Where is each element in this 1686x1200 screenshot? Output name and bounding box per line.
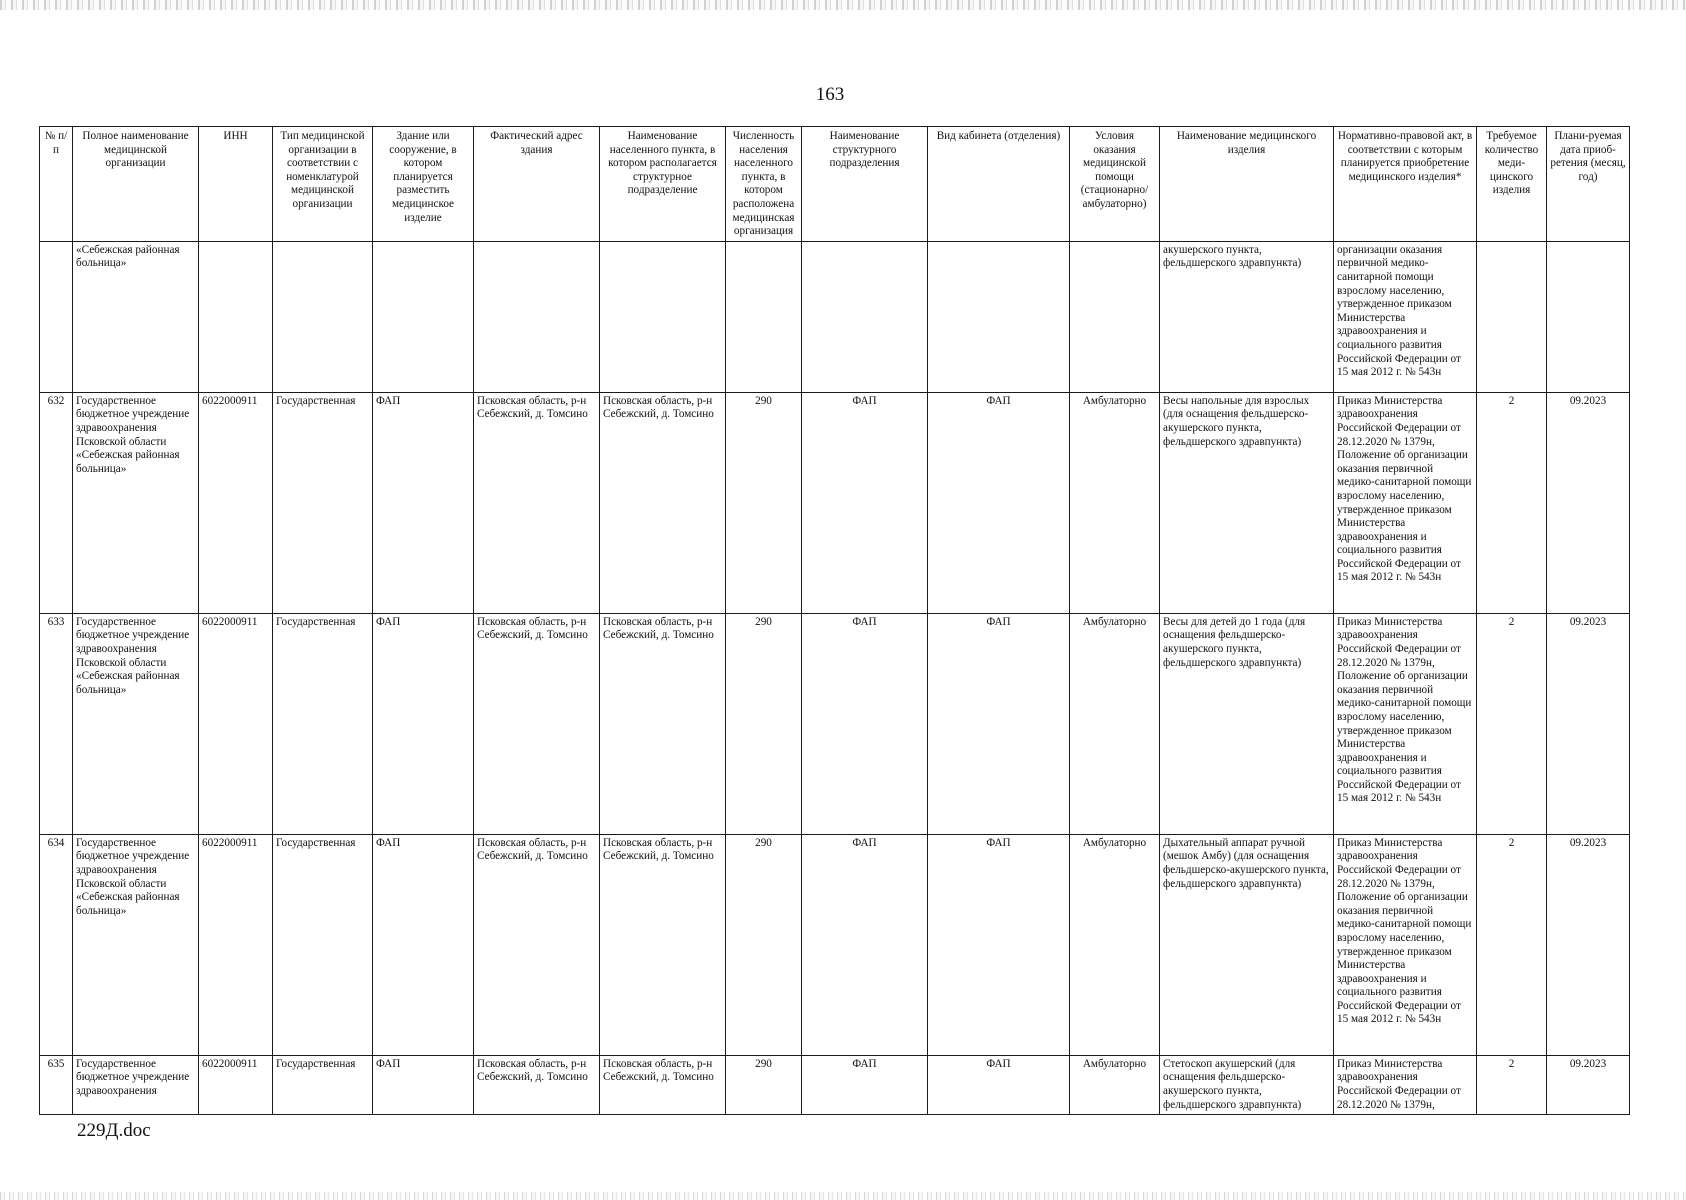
cell-building: ФАП xyxy=(373,613,474,834)
cell-quantity xyxy=(1477,241,1547,392)
cell-subdivision xyxy=(802,241,928,392)
page-number: 163 xyxy=(815,84,845,105)
header-date: Плани-руемая дата приоб-ретения (месяц, год) xyxy=(1547,127,1630,242)
table-row xyxy=(40,392,1630,613)
cell-inn: 6022000911 xyxy=(199,613,273,834)
cell-org: «Себежская районная больница» xyxy=(73,241,199,392)
cell-cabinet: ФАП xyxy=(928,1055,1070,1114)
scan-edge-bottom xyxy=(0,1192,1686,1200)
header-cabinet: Вид кабинета (отделения) xyxy=(928,127,1070,242)
cell-type: Государственная xyxy=(273,834,373,1055)
cell-population: 290 xyxy=(726,834,802,1055)
cell-cabinet: ФАП xyxy=(928,834,1070,1055)
cell-num: 633 xyxy=(40,613,73,834)
cell-population: 290 xyxy=(726,1055,802,1114)
cell-num: 635 xyxy=(40,1055,73,1114)
header-inn: ИНН xyxy=(199,127,273,242)
cell-type: Государственная xyxy=(273,392,373,613)
cell-date: 09.2023 xyxy=(1547,392,1630,613)
cell-quantity: 2 xyxy=(1477,392,1547,613)
cell-conditions: Амбулаторно xyxy=(1070,613,1160,834)
cell-locality: Псковская область, р-н Себежский, д. Томсино xyxy=(600,834,726,1055)
cell-locality: Псковская область, р-н Себежский, д. Томсино xyxy=(600,613,726,834)
cell-subdivision: ФАП xyxy=(802,613,928,834)
cell-org: Государственное бюджетное учреждение здравоохранения Псковской области «Себежская районная больница» xyxy=(73,392,199,613)
header-locality: Наименование населенного пункта, в котором располагается структурное подразделение xyxy=(600,127,726,242)
header-subdivision: Наименование структурного подразделения xyxy=(802,127,928,242)
document-footer-filename: 229Д.doc xyxy=(77,1120,151,1141)
cell-conditions: Амбулаторно xyxy=(1070,1055,1160,1114)
header-device: Наименование медицинского изделия xyxy=(1160,127,1334,242)
cell-date xyxy=(1547,241,1630,392)
cell-act: Приказ Министерства здравоохранения Российской Федерации от 28.12.2020 № 1379н, Положение об организации оказания первичной медико-санитарной помощи взрослому населению, утвержденное приказом Министерства здравоохранения и социального развития Российской Федерации от 15 мая 2012 г. № 543н xyxy=(1334,613,1477,834)
cell-date: 09.2023 xyxy=(1547,1055,1630,1114)
cell-device: Весы напольные для взрослых (для оснащения фельдшерско-акушерского пункта, фельдшерского здравпункта) xyxy=(1160,392,1334,613)
cell-act: организации оказания первичной медико-санитарной помощи взрослому населению, утвержденное приказом Министерства здравоохранения и социального развития Российской Федерации от 15 мая 2012 г. № 543н xyxy=(1334,241,1477,392)
cell-cabinet: ФАП xyxy=(928,392,1070,613)
header-org: Полное наименование медицинской организации xyxy=(73,127,199,242)
header-act: Нормативно-правовой акт, в соответствии с которым планируется приобретение медицинского изделия* xyxy=(1334,127,1477,242)
cell-inn: 6022000911 xyxy=(199,834,273,1055)
cell-date: 09.2023 xyxy=(1547,834,1630,1055)
cell-cabinet: ФАП xyxy=(928,613,1070,834)
cell-org: Государственное бюджетное учреждение здравоохранения xyxy=(73,1055,199,1114)
cell-device: Стетоскоп акушерский (для оснащения фельдшерско-акушерского пункта, фельдшерского здравпункта) xyxy=(1160,1055,1334,1114)
cell-address xyxy=(474,241,600,392)
cell-address: Псковская область, р-н Себежский, д. Томсино xyxy=(474,392,600,613)
cell-device: Весы для детей до 1 года (для оснащения фельдшерско-акушерского пункта, фельдшерского здравпункта) xyxy=(1160,613,1334,834)
cell-population: 290 xyxy=(726,613,802,834)
cell-type: Государственная xyxy=(273,613,373,834)
cell-date: 09.2023 xyxy=(1547,613,1630,834)
cell-population xyxy=(726,241,802,392)
equipment-table xyxy=(39,126,1630,1115)
cell-conditions: Амбулаторно xyxy=(1070,834,1160,1055)
cell-device: Дыхательный аппарат ручной (мешок Амбу) (для оснащения фельдшерско-акушерского пункта, фельдшерского здравпункта) xyxy=(1160,834,1334,1055)
header-num: № п/п xyxy=(40,127,73,242)
cell-type xyxy=(273,241,373,392)
cell-conditions: Амбулаторно xyxy=(1070,392,1160,613)
table-header-row xyxy=(40,127,1630,242)
cell-address: Псковская область, р-н Себежский, д. Томсино xyxy=(474,834,600,1055)
cell-cabinet xyxy=(928,241,1070,392)
cell-act: Приказ Министерства здравоохранения Российской Федерации от 28.12.2020 № 1379н, Положение об организации оказания первичной медико-санитарной помощи взрослому населению, утвержденное приказом Министерства здравоохранения и социального развития Российской Федерации от 15 мая 2012 г. № 543н xyxy=(1334,834,1477,1055)
table-row-continuation xyxy=(40,241,1630,392)
cell-num: 632 xyxy=(40,392,73,613)
cell-population: 290 xyxy=(726,392,802,613)
cell-inn: 6022000911 xyxy=(199,1055,273,1114)
header-quantity: Требуемое количество меди-цинского изделия xyxy=(1477,127,1547,242)
header-type: Тип медицинской организации в соответствии с номенклатурой медицинской организации xyxy=(273,127,373,242)
cell-quantity: 2 xyxy=(1477,834,1547,1055)
header-conditions: Условия оказания медицинской помощи (стационарно/ амбулаторно) xyxy=(1070,127,1160,242)
cell-locality: Псковская область, р-н Себежский, д. Томсино xyxy=(600,392,726,613)
cell-org: Государственное бюджетное учреждение здравоохранения Псковской области «Себежская районная больница» xyxy=(73,834,199,1055)
header-building: Здание или сооружение, в котором планируется разместить медицинское изделие xyxy=(373,127,474,242)
cell-subdivision: ФАП xyxy=(802,834,928,1055)
cell-act: Приказ Министерства здравоохранения Российской Федерации от 28.12.2020 № 1379н, xyxy=(1334,1055,1477,1114)
cell-building xyxy=(373,241,474,392)
cell-quantity: 2 xyxy=(1477,613,1547,834)
cell-type: Государственная xyxy=(273,1055,373,1114)
cell-address: Псковская область, р-н Себежский, д. Томсино xyxy=(474,613,600,834)
cell-building: ФАП xyxy=(373,834,474,1055)
cell-address: Псковская область, р-н Себежский, д. Томсино xyxy=(474,1055,600,1114)
cell-locality xyxy=(600,241,726,392)
cell-conditions xyxy=(1070,241,1160,392)
header-population: Численность населения населенного пункта, в котором расположена медицинская организация xyxy=(726,127,802,242)
cell-org: Государственное бюджетное учреждение здравоохранения Псковской области «Себежская районная больница» xyxy=(73,613,199,834)
cell-device: акушерского пункта, фельдшерского здравпункта) xyxy=(1160,241,1334,392)
cell-locality: Псковская область, р-н Себежский, д. Томсино xyxy=(600,1055,726,1114)
cell-building: ФАП xyxy=(373,1055,474,1114)
table-row xyxy=(40,1055,1630,1114)
scan-edge-top xyxy=(0,0,1686,10)
cell-num: 634 xyxy=(40,834,73,1055)
cell-inn: 6022000911 xyxy=(199,392,273,613)
table-row xyxy=(40,613,1630,834)
header-address: Фактический адрес здания xyxy=(474,127,600,242)
table-row xyxy=(40,834,1630,1055)
cell-inn xyxy=(199,241,273,392)
cell-subdivision: ФАП xyxy=(802,392,928,613)
cell-building: ФАП xyxy=(373,392,474,613)
cell-subdivision: ФАП xyxy=(802,1055,928,1114)
cell-num xyxy=(40,241,73,392)
cell-quantity: 2 xyxy=(1477,1055,1547,1114)
cell-act: Приказ Министерства здравоохранения Российской Федерации от 28.12.2020 № 1379н, Положение об организации оказания первичной медико-санитарной помощи взрослому населению, утвержденное приказом Министерства здравоохранения и социального развития Российской Федерации от 15 мая 2012 г. № 543н xyxy=(1334,392,1477,613)
